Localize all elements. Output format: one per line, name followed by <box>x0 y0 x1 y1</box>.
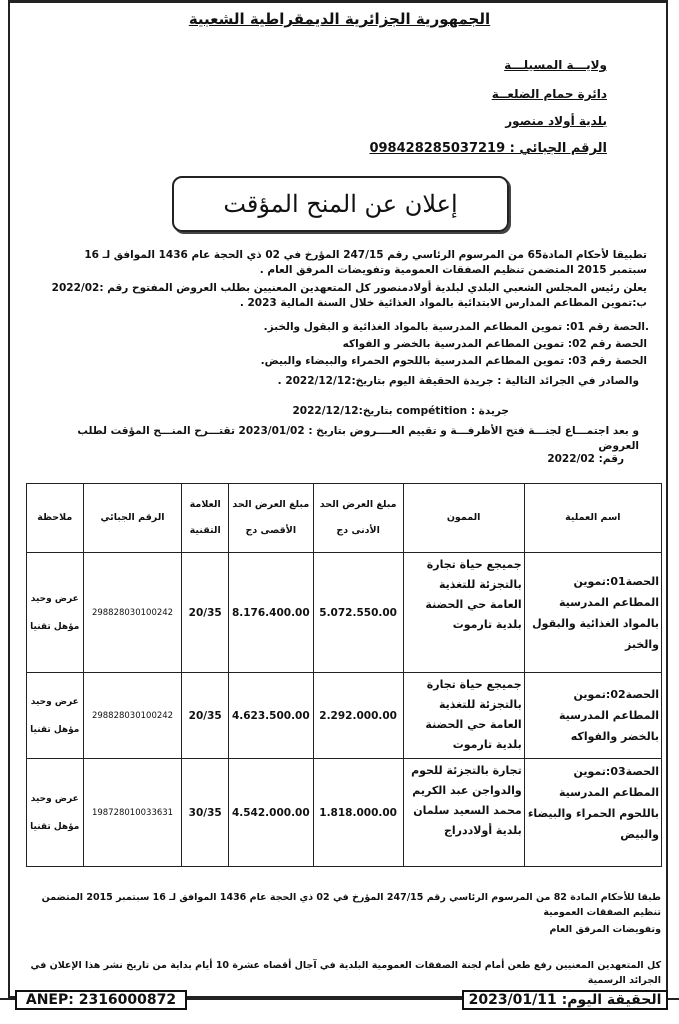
cell-max: 4.623.500.00 <box>228 673 313 759</box>
cell-max: 8.176.400.00 <box>228 553 313 673</box>
cell-score: 30/35 <box>182 759 228 867</box>
col-supplier: الممون <box>403 484 524 553</box>
col-max: مبلغ العرض الحد الأقصى دج <box>228 484 313 553</box>
col-min: مبلغ العرض الحد الأدنى دج <box>313 484 403 553</box>
daira: دائرة حمام الضلعــة <box>491 87 607 101</box>
intro-paragraph: يعلن رئيس المجلس الشعبي البلدي لبلدية أولادمنصور كل المتعهدين المعنيين بطلب العروض المفتوح رقم :2022/02 ب:تموين المطاعم المدارس الابتدائية بالمواد الغذائية خلال السنة المالية 2023 . <box>51 282 647 309</box>
cell-supplier: تجارة بالتجزئة للحوم والدواجن عبد الكريم محمد السعيد سلمان بلدية أولاددراج <box>403 759 524 867</box>
table-row <box>27 553 662 673</box>
appeal-legal-basis: طبقا للأحكام المادة 82 من المرسوم الرئاسي رقم 247/15 المؤرخ في 02 ذي الحجة عام 1436 الموافق لـ 16 سبتمبر 2015 المتضمن تنظيم الصفقات العمومية <box>41 892 661 918</box>
cell-score: 20/35 <box>182 553 228 673</box>
appeal-notice: كل المتعهدين المعنيين رفع طعن أمام لجنة الصفقات العمومية البلدية في آجال أقصاه عشرة 10 أيام بداية من تاريخ نشر هذا الإعلان في الجرائد الرسمية <box>30 960 661 986</box>
cell-supplier: جميجع حياة تجارة بالتجزئة للتغذية العامة حي الحضنة بلدية تارموت <box>403 553 524 673</box>
cell-min: 2.292.000.00 <box>313 673 403 759</box>
col-operation: اسم العملية <box>524 484 661 553</box>
newspaper-date-stamp: الحقيقة اليوم: 2023/01/11 <box>462 990 668 1010</box>
col-note: ملاحظة <box>27 484 84 553</box>
appeal-legal-basis-cont: وتفويضات المرفق العام <box>549 924 661 935</box>
meeting-text: و بعد اجتمـــاع لجنـــة فتح الأظرفـــة و تقييم العــــروض بتاريخ : 2023/01/02 تقتـــرح المنـــح المؤقت لطلب العروض <box>77 425 639 452</box>
wilaya: ولايـــة المسيلـــة <box>504 58 607 72</box>
anep-stamp: ANEP: 2316000872 <box>15 990 187 1010</box>
lot-2: الحصة رقم 02: تموين المطاعم المدرسية بالخضر و الفواكه <box>342 338 647 350</box>
legal-basis: تطبيقا لأحكام المادة65 من المرسوم الرئاسي رقم 247/15 المؤرخ في 02 ذي الحجة عام 1436 الموافق لـ 16 سبتمبر 2015 المتضمن تنظيم الصفقات العمومية وتفويضات المرفق العام . <box>84 249 647 276</box>
country-header: الجمهورية الجزائرية الديمقراطية الشعبية <box>188 10 491 28</box>
award-table <box>26 483 662 867</box>
cell-nif: 298828030100242 <box>83 673 182 759</box>
cell-min: 5.072.550.00 <box>313 553 403 673</box>
lot-1: .الحصة رقم 01: تموين المطاعم المدرسية بالمواد الغذائية و البقول والخبز. <box>263 321 649 333</box>
cell-supplier: جميجع حياة تجارة بالتجزئة للتغذية العامة حي الحضنة بلدية تارموت <box>403 673 524 759</box>
publication-1: والصادر في الجرائد التالية : جريدة الحقيقة اليوم بتاريخ:2022/12/12 . <box>277 375 639 387</box>
cell-lot: الحصة01:تموين المطاعم المدرسية بالمواد الغذائية والبقول والخبز <box>524 553 661 673</box>
table-row <box>27 759 662 867</box>
table-header-row <box>27 484 662 553</box>
cell-note: عرض وحيد مؤهل تقنيا <box>27 673 84 759</box>
cell-nif: 298828030100242 <box>83 553 182 673</box>
cell-lot: الحصة03:تموين المطاعم المدرسية باللحوم الحمراء والبيضاء والبيض <box>524 759 661 867</box>
publication-2: جريدة : compétition بتاريخ:2022/12/12 <box>292 405 509 417</box>
col-nif: الرقم الجبائي <box>83 484 182 553</box>
tax-id: الرقم الجبائي : 098428285037219 <box>369 141 607 156</box>
cell-note: عرض وحيد مؤهل تقنيا <box>27 759 84 867</box>
cell-lot: الحصة02:تموين المطاعم المدرسية بالخضر والفواكه <box>524 673 661 759</box>
cell-nif: 198728010033631 <box>83 759 182 867</box>
col-score: العلامة التقنية <box>182 484 228 553</box>
commune: بلدية أولاد منصور <box>505 114 607 128</box>
announcement-title: إعلان عن المنح المؤقت <box>172 176 509 232</box>
cell-score: 20/35 <box>182 673 228 759</box>
reference: رقم: 2022/02 <box>547 453 624 465</box>
cell-min: 1.818.000.00 <box>313 759 403 867</box>
lot-3: الحصة رقم 03: تموين المطاعم المدرسية باللحوم الحمراء والبيضاء والبيض. <box>260 355 647 367</box>
table-row <box>27 673 662 759</box>
cell-max: 4.542.000.00 <box>228 759 313 867</box>
cell-note: عرض وحيد مؤهل تقنيا <box>27 553 84 673</box>
